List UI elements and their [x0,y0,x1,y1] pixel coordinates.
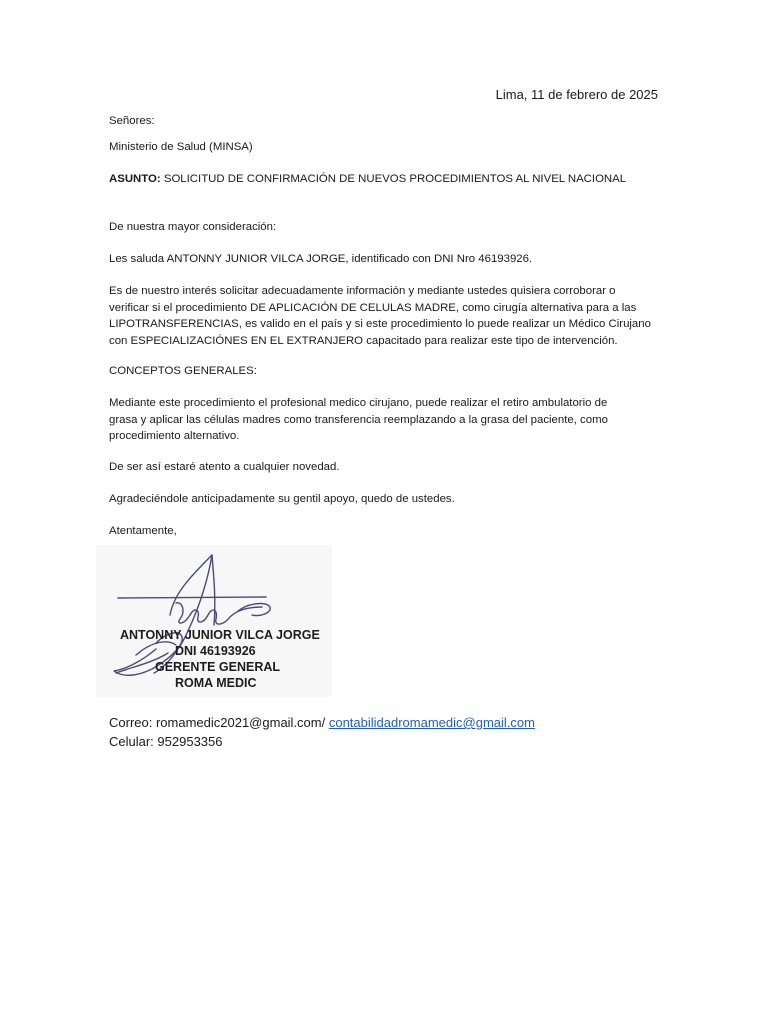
concepts-heading: CONCEPTOS GENERALES: [109,365,257,377]
contact-phone-line [109,733,223,751]
contact-email-line [109,714,535,732]
email-link[interactable]: contabilidadromamedic@gmail.com [328,715,535,730]
subject-label: ASUNTO: [109,173,161,185]
signature-dni: DNI 46193926 [175,644,256,658]
closing-line: Atentamente, [109,525,177,537]
email-label: Correo: [109,715,156,730]
paragraph-line: verificar si el procedimiento DE APLICACIÓN DE CELULAS MADRE, como cirugía alternativa para a las [109,301,637,314]
subject-text: SOLICITUD DE CONFIRMACIÓN DE NUEVOS PROCEDIMIENTOS AL NIVEL NACIONAL [160,173,627,185]
paragraph-line: con ESPECIALIZACIÓNES EN EL EXTRANJERO capacitado para realizar este tipo de intervención. [109,334,618,347]
phone-label: Celular: [109,734,158,749]
intro-paragraph: Les saluda ANTONNY JUNIOR VILCA JORGE, identificado con DNI Nro 46193926. [109,253,533,265]
letter-date: Lima, 11 de febrero de 2025 [495,87,658,102]
paragraph-line: LIPOTRANSFERENCIAS, es valido en el país y si este procedimiento lo puede realizar un Médico Cirujano [109,318,651,330]
salutation: Señores: [109,115,155,127]
request-paragraph [109,283,661,349]
signature-stamp [96,545,332,697]
signature-title: GERENTE GENERAL [155,660,281,674]
phone-number: 952953356 [157,734,223,749]
signature-name: ANTONNY JUNIOR VILCA JORGE [120,628,320,642]
signature-company: ROMA MEDIC [175,676,257,690]
paragraph-line: grasa y aplicar las células madres como transferencia reemplazando a la grasa del paciente, como [109,413,608,426]
paragraph-line: Mediante este procedimiento el profesional medico cirujano, puede realizar el retiro ambulatorio de [109,397,608,409]
recipient-institution: Ministerio de Salud (MINSA) [109,141,253,153]
subject-line [109,171,626,188]
concepts-paragraph [109,395,661,445]
paragraph-line: procedimiento alternativo. [109,430,240,442]
greeting: De nuestra mayor consideración: [109,221,277,233]
paragraph-line: Es de nuestro interés solicitar adecuadamente información y mediante ustedes quisiera corroborar o [109,285,616,297]
attention-line: De ser así estaré atento a cualquier novedad. [109,461,340,473]
thanks-line: Agradeciéndole anticipadamente su gentil apoyo, quedo de ustedes. [109,493,455,505]
email-primary: romamedic2021@gmail.com/ [155,715,329,730]
